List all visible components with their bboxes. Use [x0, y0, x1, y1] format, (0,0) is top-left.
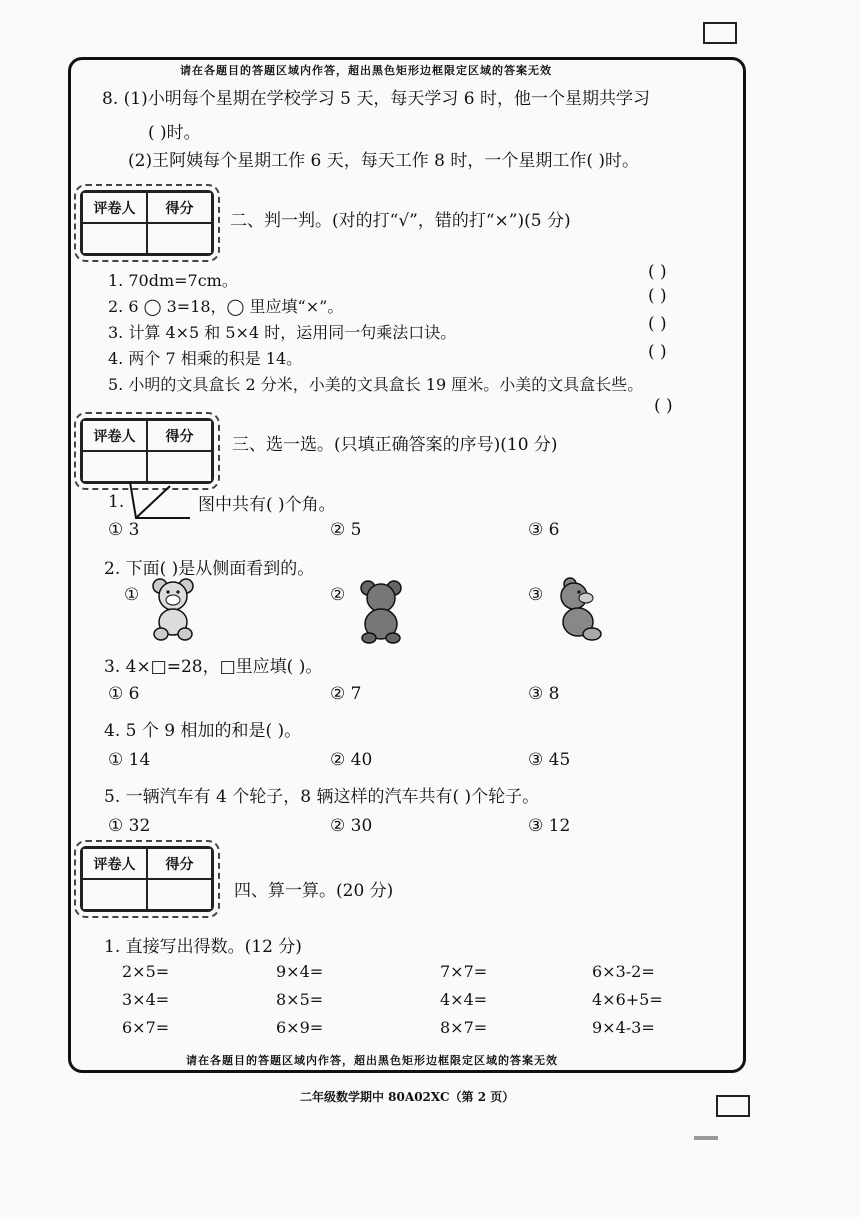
s2-item-4: 4. 两个 7 相乘的积是 14。: [108, 349, 303, 368]
calc-r1-c2: 9×4=: [276, 962, 324, 981]
s4-sub1: 1. 直接写出得数。(12 分): [104, 937, 302, 957]
reviewer-label: 评卷人: [82, 420, 147, 451]
score-label: 得分: [147, 848, 212, 879]
reviewer-cell[interactable]: [82, 879, 147, 910]
score-label: 得分: [147, 192, 212, 223]
s3-q2-opt3[interactable]: ③: [528, 585, 544, 605]
s3-q3-opt2[interactable]: ② 7: [330, 684, 362, 704]
s3-q1-opt3[interactable]: ③ 6: [528, 520, 560, 540]
calc-r1-c3: 7×7=: [440, 962, 488, 981]
s2-item-2: 2. 6 ◯ 3=18，◯ 里应填“×”。: [108, 297, 344, 316]
s3-q3-stem: 3. 4×□=28，□里应填( )。: [104, 657, 323, 677]
s3-q2-opt2[interactable]: ②: [330, 585, 346, 605]
q8-line2: ( )时。: [148, 123, 201, 143]
calc-r3-c4: 9×4-3=: [592, 1018, 655, 1037]
s2-item-1: 1. 70dm=7cm。: [108, 271, 238, 290]
calc-r2-c2: 8×5=: [276, 990, 324, 1009]
s3-q2-stem: 2. 下面( )是从侧面看到的。: [104, 559, 315, 579]
section2-title: 二、判一判。(对的打“√”，错的打“×”)(5 分): [230, 211, 571, 231]
angle-figure: [124, 480, 194, 522]
reviewer-cell[interactable]: [82, 223, 147, 254]
bear-front-icon: [150, 576, 196, 642]
s2-answer-4[interactable]: ( ): [648, 342, 667, 362]
score-label: 得分: [147, 420, 212, 451]
score-box-section4: [80, 846, 214, 912]
s3-q4-stem: 4. 5 个 9 相加的和是( )。: [104, 721, 302, 741]
q8-line3: (2)王阿姨每个星期工作 6 天，每天工作 8 时，一个星期工作( )时。: [128, 151, 639, 171]
s2-answer-5[interactable]: ( ): [654, 396, 673, 416]
calc-r3-c2: 6×9=: [276, 1018, 324, 1037]
scan-mark: [694, 1136, 718, 1140]
calc-r1-c4: 6×3-2=: [592, 962, 655, 981]
s3-q4-opt2[interactable]: ② 40: [330, 750, 373, 770]
s3-q5-opt3[interactable]: ③ 12: [528, 816, 571, 836]
s3-q1-opt1[interactable]: ① 3: [108, 520, 140, 540]
score-box-section2: [80, 190, 214, 256]
calc-r1-c1: 2×5=: [122, 962, 170, 981]
header-note: 请在各题目的答题区域内作答，超出黑色矩形边框限定区域的答案无效: [180, 64, 552, 77]
bear-back-icon: [358, 578, 404, 644]
bear-side-icon: [556, 576, 602, 642]
s2-answer-1[interactable]: ( ): [648, 262, 667, 282]
calc-r3-c3: 8×7=: [440, 1018, 488, 1037]
s2-item-3: 3. 计算 4×5 和 5×4 时，运用同一句乘法口诀。: [108, 323, 457, 342]
reviewer-label: 评卷人: [82, 192, 147, 223]
s3-q4-opt1[interactable]: ① 14: [108, 750, 151, 770]
section3-title: 三、选一选。(只填正确答案的序号)(10 分): [232, 435, 558, 455]
s2-answer-2[interactable]: ( ): [648, 286, 667, 306]
s3-q3-opt3[interactable]: ③ 8: [528, 684, 560, 704]
corner-mark-bottom: [716, 1095, 750, 1117]
reviewer-cell[interactable]: [82, 451, 147, 482]
calc-r2-c3: 4×4=: [440, 990, 488, 1009]
page-label: 二年级数学期中 80A02XC（第 2 页）: [300, 1090, 515, 1104]
score-cell[interactable]: [147, 451, 212, 482]
section4-title: 四、算一算。(20 分): [234, 881, 394, 901]
s3-q1-text: 图中共有( )个角。: [198, 495, 336, 515]
calc-r2-c1: 3×4=: [122, 990, 170, 1009]
footer-note: 请在各题目的答题区域内作答，超出黑色矩形边框限定区域的答案无效: [186, 1054, 558, 1067]
s2-item-5: 5. 小明的文具盒长 2 分米，小美的文具盒长 19 厘米。小美的文具盒长些。: [108, 375, 644, 394]
s3-q4-opt3[interactable]: ③ 45: [528, 750, 571, 770]
s3-q2-opt1[interactable]: ①: [124, 585, 140, 605]
score-cell[interactable]: [147, 879, 212, 910]
s3-q3-opt1[interactable]: ① 6: [108, 684, 140, 704]
reviewer-label: 评卷人: [82, 848, 147, 879]
s3-q1-opt2[interactable]: ② 5: [330, 520, 362, 540]
calc-r2-c4: 4×6+5=: [592, 990, 663, 1009]
s3-q5-stem: 5. 一辆汽车有 4 个轮子，8 辆这样的汽车共有( )个轮子。: [104, 787, 540, 807]
s3-q5-opt1[interactable]: ① 32: [108, 816, 151, 836]
q8-line1: 8. (1)小明每个星期在学校学习 5 天，每天学习 6 时，他一个星期共学习: [102, 89, 650, 109]
s3-q5-opt2[interactable]: ② 30: [330, 816, 373, 836]
score-box-section3: [80, 418, 214, 484]
score-cell[interactable]: [147, 223, 212, 254]
calc-r3-c1: 6×7=: [122, 1018, 170, 1037]
s2-answer-3[interactable]: ( ): [648, 314, 667, 334]
corner-mark-top: [703, 22, 737, 44]
s3-q1-stem: 1.: [108, 492, 125, 512]
